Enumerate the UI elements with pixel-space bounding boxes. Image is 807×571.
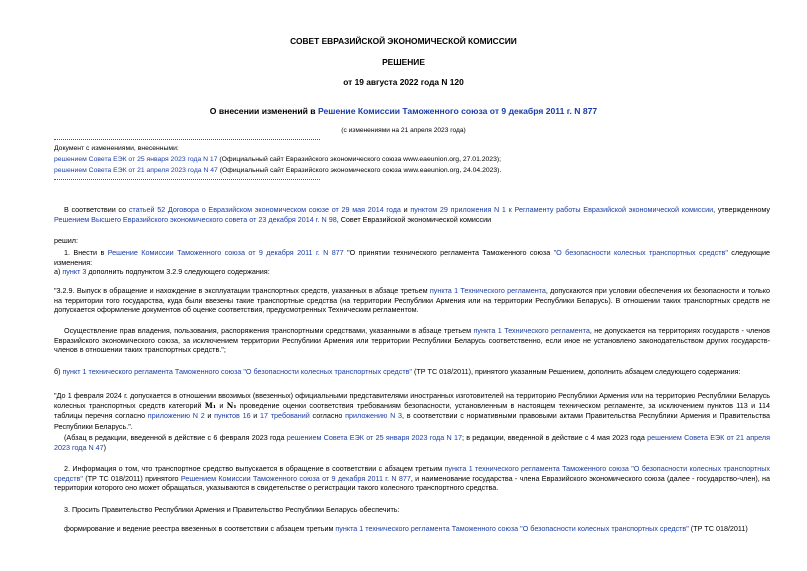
text: , не допускается на территориях государств - членов Евразийского экономического союза, за исключением территории Республики Армения или территории Республики Беларусь соответственно, если иное не установлено законодательством других государств-членов в отношении таких транспортных средств."; [54,326,770,355]
text: (ТР ТС 018/2011) [688,524,748,533]
link-tr-point-1-full[interactable]: пункта 1 технического регламента Таможенного союза "О безопасности колесных транспортных средств" [54,464,770,483]
link-tr-point-1-full[interactable]: пункт 1 технического регламента Таможенного союза "О безопасности колесных транспортных средств" [62,367,412,376]
link-tr-point-1[interactable]: пункта 1 Технического регламента [429,286,546,295]
text: 2. Информация о том, что транспортное средство выпускается в обращение в соответствии с абзацем третьим [64,464,445,473]
link-tr-point-1-full[interactable]: пункта 1 технического регламента Таможенного союза "О безопасности колесных транспортных средств" [335,524,689,533]
category-m1: M₁ [204,401,216,411]
text: , утвержденному [713,205,771,214]
text: следующие изменения: [54,248,771,267]
text: (ТР ТС 018/2011), принятого указанным Решением, дополнить абзацем следующего содержания: [411,367,741,376]
text: ) [103,442,107,452]
doc-title-prefix: О внесении изменений в [209,106,318,116]
text: Осуществление прав владения, пользования, распоряжения транспортными средствами, указанными в абзаце третьем [64,326,474,335]
link-tr-safety[interactable]: "О безопасности колесных транспортных средств" [553,248,728,257]
amend-note: (с изменениями на 21 апреля 2023 года) [341,127,466,134]
text: "3.2.9. Выпуск в обращение и нахождение в эксплуатации транспортных средств, указанных в абзаце третьем [54,286,430,295]
link-points-16[interactable]: пунктов 16 [214,411,251,421]
text: и [400,205,411,214]
link-tr-point-1[interactable]: пункта 1 Технического регламента [473,326,590,335]
paragraph-revision-note [54,433,770,452]
text: (ТР ТС 018/2011) принятого [82,473,181,483]
text: и [215,401,227,411]
changes-item [54,166,501,176]
category-n1: N₁ [226,401,237,411]
link-decision-877[interactable]: Решение Комиссии Таможенного союза от 9 декабря 2011 г. N 877 [107,248,344,257]
paragraph-item-3: 3. Просить Правительство Республики Армения и Правительство Республики Беларусь обеспечить: [64,505,400,514]
changes-intro: Документ с изменениями, внесенными: [54,145,179,152]
resolved-label: решил: [54,236,78,245]
link-annex-3[interactable]: приложению N 3 [345,411,403,421]
doc-type: РЕШЕНИЕ [382,57,425,67]
changes-bottom-divider [54,179,320,180]
changes-item-link[interactable]: решением Совета ЕЭК от 25 января 2023 года N 17 [54,156,218,163]
text: формирование и ведение реестра ввезенных в соответствии с абзацем третьим [64,524,336,533]
link-requirements-17[interactable]: 17 требований [260,411,310,421]
text: , Совет Евразийской экономической комиссии [336,214,492,224]
text: "О принятии технического регламента Таможенного союза [343,248,554,257]
changes-item-rest: (Официальный сайт Евразийского экономического союза www.eaeunion.org, 27.01.2023); [217,156,502,163]
doc-date-number: от 19 августа 2022 года N 120 [343,77,464,87]
link-supreme-council-decision[interactable]: Решением Высшего Евразийского экономического совета от 23 декабря 2014 г. N 98 [54,214,337,224]
paragraph-3-2-9 [54,286,770,315]
link-council-decision-47[interactable]: решением Совета ЕЭК от 21 апреля 2023 года N 47 [54,433,770,452]
text: , в соответствии с нормативными правовыми актами Правительства Республики Армения и Правительства Республики Беларусь.". [54,411,770,431]
doc-title [0,107,807,117]
council-title: СОВЕТ ЕВРАЗИЙСКОЙ ЭКОНОМИЧЕСКОЙ КОМИССИИ [290,36,517,46]
text: и [204,411,215,421]
changes-item-link[interactable]: решением Совета ЕЭК от 21 апреля 2023 года N 47 [54,167,218,174]
text: "До 1 февраля 2024 г. допускается в отношении ввозимых (ввезенных) официальными представителями иностранных изготовителей на территорию Республики Армения или на территорию Республики Беларусь колесных транспортных средств категорий [54,391,770,411]
link-annex-2[interactable]: приложению N 2 [147,411,205,421]
link-decision-877[interactable]: Решением Комиссии Таможенного союза от 9 декабря 2011 г. N 877 [180,473,411,483]
paragraph-registry [54,524,770,534]
text: дополнить подпунктом 3.2.9 следующего содержания: [86,267,270,276]
changes-item-rest: (Официальный сайт Евразийского экономического союза www.eaeunion.org, 24.04.2023). [217,167,502,174]
text: В соответствии со [64,205,129,214]
link-treaty-article[interactable]: статьей 52 Договора о Евразийском экономическом союзе от 29 мая 2014 года [128,205,401,214]
text: проведение оценки соответствия требованиям безопасности, установленным в настоящем техническом регламенте, за исключением пунктов 113 и 114 таблицы перечня согласно [54,401,770,421]
text: 1. Внести в [64,248,108,257]
text: (Абзац в редакции, введенной в действие с 6 февраля 2023 года [64,433,287,442]
paragraph-feb-2024 [54,391,770,432]
paragraph-item-2 [54,464,770,493]
link-regulation-point[interactable]: пунктом 29 приложения N 1 к Регламенту работы Евразийской экономической комиссии [410,205,714,214]
text: , допускаются при условии обеспечения их безопасности и только на территории того государства, куда были ввезены такие транспортные средства (на территории Республики Армения или на территории Республики Беларусь). В отношении таких транспортных средств не допускается оформление документов об оценке соответствия, предусмотренных Техническим регламентом. [54,286,770,315]
changes-item [54,155,501,165]
doc-title-link[interactable]: Решение Комиссии Таможенного союза от 9 декабря 2011 г. N 877 [317,106,598,116]
paragraph-a [54,267,770,277]
text: согласно [309,411,346,421]
link-point-3[interactable]: пункт 3 [62,267,87,276]
paragraph-b [54,367,770,377]
paragraph-basis [54,205,770,224]
paragraph-ownership [54,326,770,355]
text: и [250,411,261,421]
text: ; в редакции, введенной в действие с 4 мая 2023 года [461,433,648,442]
changes-top-divider [54,139,320,140]
text: , и наименование государства - члена Евразийского экономического союза (далее - государство-член), на территории которого оно может обращаться, указываются в свидетельстве о регистрации такого колесного транспортного средства. [54,473,771,493]
text: а) [54,267,63,276]
link-council-decision-17[interactable]: решением Совета ЕЭК от 25 января 2023 года N 17 [286,433,462,442]
text: б) [54,367,63,376]
paragraph-item-1 [54,248,770,267]
